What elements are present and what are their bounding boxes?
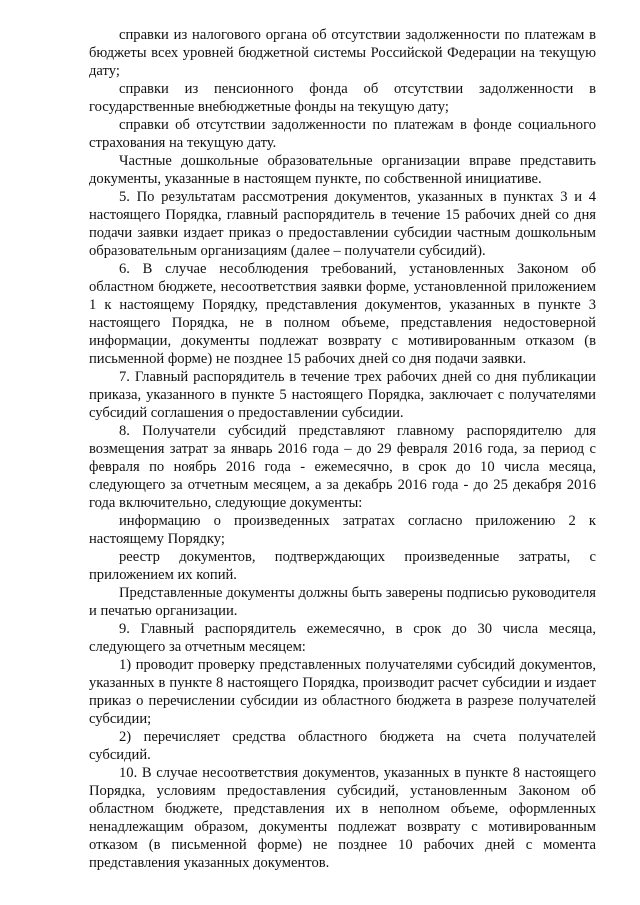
paragraph-clause-9-item-2: 2) перечисляет средства областного бюджета на счета получателей субсидий. (89, 729, 596, 763)
paragraph-clause-5: 5. По результатам рассмотрения документов, указанных в пунктах 3 и 4 настоящего Порядка, главный распорядитель в течение 15 рабочих дней со дня подачи заявки издает приказ о предоставлении субсидии частным дошкольным образовательным организациям (далее – получатели субсидий). (89, 189, 596, 259)
paragraph-clause-7: 7. Главный распорядитель в течение трех рабочих дней со дня публикации приказа, указанного в пункте 5 настоящего Порядка, заключает с получателями субсидий соглашения о предоставлении субсидии. (89, 369, 596, 421)
paragraph-clause-10: 10. В случае несоответствия документов, указанных в пункте 8 настоящего Порядка, условиям предоставления субсидий, установленным Законом об областном бюджете, представления их в неполном объеме, оформленных ненадлежащим образом, документы подлежат возврату с мотивированным отказом (в письменной форме) не позднее 10 рабочих дней с момента представления указанных документов. (89, 765, 596, 871)
paragraph-documents-registry: реестр документов, подтверждающих произведенные затраты, с приложением их копий. (89, 549, 596, 583)
paragraph-certification: Представленные документы должны быть заверены подписью руководителя и печатью организации. (89, 585, 596, 619)
paragraph-clause-6: 6. В случае несоблюдения требований, установленных Законом об областном бюджете, несоответствия заявки форме, установленной приложением 1 к настоящему Порядку, представления документов, указанных в пункте 3 настоящего Порядка, не в полном объеме, представления недостоверной информации, документы подлежат возврату с мотивированным отказом (в письменной форме) не позднее 15 рабочих дней со дня подачи заявки. (89, 261, 596, 367)
paragraph-tax-certificate: справки из налогового органа об отсутствии задолженности по платежам в бюджеты всех уровней бюджетной системы Российской Федерации на текущую дату; (89, 27, 596, 79)
paragraph-clause-9-item-1: 1) проводит проверку представленных получателями субсидий документов, указанных в пункте 8 настоящего Порядка, производит расчет субсидии и издает приказ о перечислении субсидии из областного бюджета в разрезе получателей субсидии; (89, 657, 596, 727)
paragraph-clause-8: 8. Получатели субсидий представляют главному распорядителю для возмещения затрат за январь 2016 года – до 29 февраля 2016 года, за период с февраля по ноябрь 2016 года - ежемесячно, в срок до 10 числа месяца, следующего за отчетным месяцем, а за декабрь 2016 года - до 25 декабря 2016 года включительно, следующие документы: (89, 423, 596, 511)
paragraph-social-insurance-certificate: справки об отсутствии задолженности по платежам в фонде социального страхования на текущую дату. (89, 117, 596, 151)
paragraph-costs-info: информацию о произведенных затратах согласно приложению 2 к настоящему Порядку; (89, 513, 596, 547)
document-page (89, 26, 596, 872)
paragraph-clause-9: 9. Главный распорядитель ежемесячно, в срок до 30 числа месяца, следующего за отчетным месяцем: (89, 621, 596, 655)
paragraph-pension-certificate: справки из пенсионного фонда об отсутствии задолженности в государственные внебюджетные фонды на текущую дату; (89, 81, 596, 115)
paragraph-own-initiative: Частные дошкольные образовательные организации вправе представить документы, указанные в настоящем пункте, по собственной инициативе. (89, 153, 596, 187)
